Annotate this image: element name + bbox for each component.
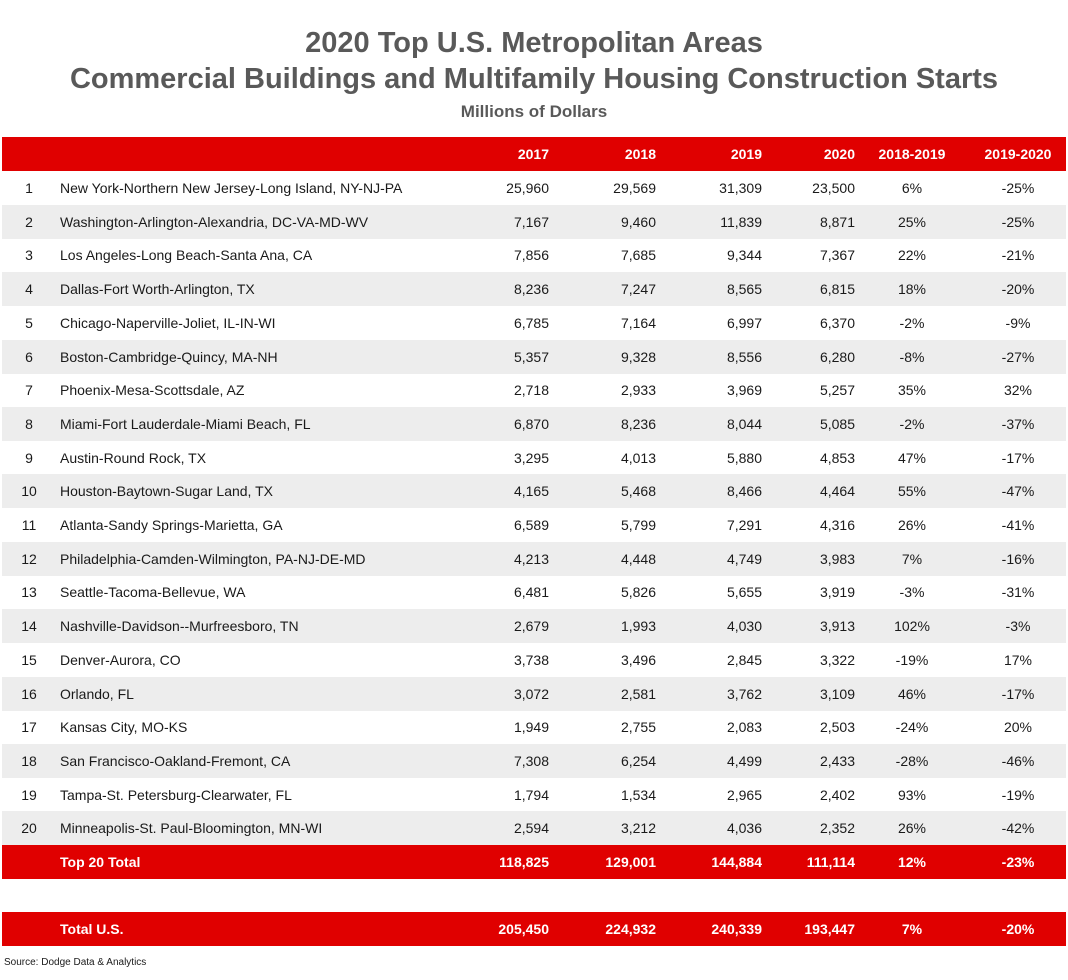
rank-cell: 19 — [21, 787, 37, 803]
value-2020: 3,983 — [819, 551, 855, 567]
page-title-line2: Commercial Buildings and Multifamily Housing Construction Starts — [69, 63, 999, 95]
header-2017: 2017 — [517, 146, 549, 162]
change-2019-2020: -41% — [1001, 517, 1035, 533]
value-2018: 3,212 — [620, 820, 656, 836]
change-2019-2020: -9% — [1005, 315, 1031, 331]
value-2018: 5,799 — [620, 517, 656, 533]
value-2018: 2,933 — [620, 382, 656, 398]
value-2019: 4,499 — [726, 753, 762, 769]
change-2018-2019: -3% — [899, 584, 925, 600]
change-2019-2020: 32% — [1003, 382, 1033, 398]
table-row — [2, 238, 1066, 272]
value-2018: 7,685 — [620, 247, 656, 263]
rank-cell: 17 — [21, 719, 37, 735]
value-2017: 25,960 — [506, 180, 549, 196]
value-2019: 3,969 — [726, 382, 762, 398]
value-2019: 4,749 — [726, 551, 762, 567]
value-2020: 2,402 — [819, 787, 855, 803]
value-2019: 5,880 — [726, 450, 762, 466]
value-2019: 2,083 — [726, 719, 762, 735]
value-2020: 5,085 — [819, 416, 855, 432]
change-2019-2020: -46% — [1001, 753, 1035, 769]
value-2019: 6,997 — [726, 315, 762, 331]
total-change-2018-2019: 12% — [897, 854, 927, 870]
table-row — [2, 542, 1066, 576]
us-total-row — [2, 912, 1066, 946]
value-2017: 4,165 — [513, 483, 549, 499]
value-2017: 3,295 — [513, 450, 549, 466]
value-2019: 8,044 — [726, 416, 762, 432]
value-2020: 2,503 — [819, 719, 855, 735]
value-2018: 1,534 — [620, 787, 656, 803]
header-2018: 2018 — [624, 146, 656, 162]
value-2020: 3,322 — [819, 652, 855, 668]
value-2017: 7,308 — [513, 753, 549, 769]
rank-cell: 6 — [25, 349, 33, 365]
value-2019: 11,839 — [720, 214, 762, 230]
value-2019: 31,309 — [719, 180, 762, 196]
table-row — [2, 171, 1066, 205]
value-2018: 5,468 — [620, 483, 656, 499]
value-2017: 3,738 — [513, 652, 549, 668]
change-2018-2019: 46% — [897, 686, 927, 702]
change-2018-2019: -19% — [895, 652, 929, 668]
header-change-2019-2020: 2019-2020 — [984, 146, 1052, 162]
change-2018-2019: 93% — [897, 787, 927, 803]
change-2018-2019: 102% — [894, 618, 930, 634]
value-2018: 29,569 — [613, 180, 656, 196]
change-2018-2019: 26% — [897, 517, 927, 533]
top20-total-row — [2, 845, 1066, 879]
source-note: Source: Dodge Data & Analytics — [4, 957, 147, 968]
metro-name: Austin-Round Rock, TX — [60, 450, 207, 466]
metro-name: Denver-Aurora, CO — [60, 652, 181, 668]
change-2019-2020: 17% — [1003, 652, 1033, 668]
value-2020: 3,913 — [819, 618, 855, 634]
value-2017: 7,856 — [513, 247, 549, 263]
value-2019: 8,556 — [726, 349, 762, 365]
change-2018-2019: 6% — [901, 180, 923, 196]
value-2017: 6,481 — [513, 584, 549, 600]
us-total-change-2019-2020: -20% — [1001, 921, 1035, 937]
value-2018: 2,581 — [620, 686, 656, 702]
value-2018: 5,826 — [620, 584, 656, 600]
table-row — [2, 306, 1066, 340]
us-total-2020: 193,447 — [804, 921, 855, 937]
change-2019-2020: -27% — [1001, 349, 1035, 365]
total-2019: 144,884 — [711, 854, 762, 870]
total-change-2019-2020: -23% — [1001, 854, 1035, 870]
metro-name: Miami-Fort Lauderdale-Miami Beach, FL — [60, 416, 311, 432]
rank-cell: 8 — [25, 416, 33, 432]
value-2017: 6,589 — [513, 517, 549, 533]
change-2019-2020: -21% — [1001, 247, 1035, 263]
metro-name: Boston-Cambridge-Quincy, MA-NH — [60, 349, 278, 365]
change-2019-2020: -17% — [1001, 450, 1035, 466]
metro-name: Nashville-Davidson--Murfreesboro, TN — [60, 618, 299, 634]
change-2018-2019: 22% — [897, 247, 927, 263]
metro-name: Minneapolis-St. Paul-Bloomington, MN-WI — [60, 820, 323, 836]
value-2020: 7,367 — [819, 247, 855, 263]
change-2018-2019: 26% — [897, 820, 927, 836]
rank-cell: 20 — [21, 820, 37, 836]
value-2017: 3,072 — [513, 686, 549, 702]
table-row — [2, 609, 1066, 643]
total-label: Top 20 Total — [60, 854, 141, 870]
value-2020: 4,464 — [819, 483, 855, 499]
rank-cell: 5 — [25, 315, 33, 331]
value-2018: 9,328 — [620, 349, 656, 365]
change-2018-2019: 47% — [897, 450, 927, 466]
change-2019-2020: -17% — [1001, 686, 1035, 702]
value-2017: 2,594 — [513, 820, 549, 836]
change-2019-2020: -42% — [1001, 820, 1035, 836]
value-2018: 3,496 — [620, 652, 656, 668]
value-2019: 8,565 — [726, 281, 762, 297]
value-2020: 4,853 — [819, 450, 855, 466]
metro-name: Dallas-Fort Worth-Arlington, TX — [60, 281, 255, 297]
change-2019-2020: -47% — [1001, 483, 1035, 499]
value-2020: 8,871 — [819, 214, 855, 230]
change-2018-2019: 25% — [897, 214, 927, 230]
change-2018-2019: 18% — [897, 281, 927, 297]
change-2018-2019: -24% — [895, 719, 929, 735]
value-2020: 5,257 — [819, 382, 855, 398]
value-2020: 6,370 — [819, 315, 855, 331]
value-2020: 3,919 — [819, 584, 855, 600]
value-2018: 2,755 — [620, 719, 656, 735]
metro-name: Seattle-Tacoma-Bellevue, WA — [60, 584, 246, 600]
value-2020: 3,109 — [819, 686, 855, 702]
rank-cell: 4 — [25, 281, 33, 297]
table-row — [2, 643, 1066, 677]
value-2018: 4,013 — [620, 450, 656, 466]
table-row — [2, 441, 1066, 475]
value-2020: 4,316 — [819, 517, 855, 533]
metro-name: New York-Northern New Jersey-Long Island, NY-NJ-PA — [60, 180, 403, 196]
header-2019: 2019 — [730, 146, 762, 162]
change-2018-2019: -2% — [899, 315, 925, 331]
rank-cell: 12 — [21, 551, 37, 567]
value-2019: 7,291 — [726, 517, 762, 533]
value-2019: 4,030 — [726, 618, 762, 634]
value-2018: 7,247 — [620, 281, 656, 297]
change-2018-2019: 35% — [897, 382, 927, 398]
change-2019-2020: -25% — [1001, 214, 1035, 230]
table-row — [2, 811, 1066, 845]
table-row — [2, 340, 1066, 374]
table-row — [2, 373, 1066, 407]
us-total-label: Total U.S. — [60, 921, 124, 937]
rank-cell: 7 — [25, 382, 33, 398]
change-2019-2020: -25% — [1001, 180, 1035, 196]
header-2020: 2020 — [823, 146, 855, 162]
value-2019: 3,762 — [726, 686, 762, 702]
value-2019: 4,036 — [726, 820, 762, 836]
rank-cell: 10 — [21, 483, 37, 499]
table-row — [2, 744, 1066, 778]
table-row — [2, 778, 1066, 812]
header-change-2018-2019: 2018-2019 — [878, 146, 946, 162]
rank-cell: 11 — [21, 517, 37, 533]
value-2017: 8,236 — [513, 281, 549, 297]
value-2017: 1,794 — [513, 787, 549, 803]
value-2019: 8,466 — [726, 483, 762, 499]
metro-name: Atlanta-Sandy Springs-Marietta, GA — [60, 517, 283, 533]
rank-cell: 13 — [21, 584, 37, 600]
value-2017: 6,870 — [513, 416, 549, 432]
table-row — [2, 272, 1066, 306]
rank-cell: 18 — [21, 753, 37, 769]
rank-cell: 15 — [21, 652, 37, 668]
table-row — [2, 710, 1066, 744]
value-2017: 5,357 — [513, 349, 549, 365]
change-2018-2019: -8% — [899, 349, 925, 365]
total-2020: 111,114 — [806, 854, 855, 870]
metro-name: Los Angeles-Long Beach-Santa Ana, CA — [60, 247, 313, 263]
rank-cell: 14 — [21, 618, 37, 634]
us-total-2019: 240,339 — [711, 921, 762, 937]
value-2020: 6,280 — [819, 349, 855, 365]
total-2017: 118,825 — [499, 854, 549, 870]
change-2019-2020: -31% — [1001, 584, 1035, 600]
table-row — [2, 508, 1066, 542]
us-total-change-2018-2019: 7% — [901, 921, 923, 937]
value-2018: 6,254 — [620, 753, 656, 769]
rank-cell: 3 — [25, 247, 33, 263]
value-2017: 1,949 — [513, 719, 549, 735]
change-2019-2020: -19% — [1001, 787, 1035, 803]
value-2020: 2,433 — [819, 753, 855, 769]
value-2019: 2,965 — [726, 787, 762, 803]
metro-name: Phoenix-Mesa-Scottsdale, AZ — [60, 382, 245, 398]
metro-name: San Francisco-Oakland-Fremont, CA — [60, 753, 291, 769]
change-2019-2020: 20% — [1003, 719, 1033, 735]
change-2019-2020: -3% — [1005, 618, 1031, 634]
metro-name: Orlando, FL — [60, 686, 134, 702]
metro-name: Washington-Arlington-Alexandria, DC-VA-MD-WV — [60, 214, 369, 230]
table-row — [2, 205, 1066, 239]
metro-name: Philadelphia-Camden-Wilmington, PA-NJ-DE-MD — [60, 551, 366, 567]
change-2018-2019: 7% — [901, 551, 923, 567]
rank-cell: 16 — [21, 686, 37, 702]
rank-cell: 9 — [25, 450, 33, 466]
change-2019-2020: -16% — [1001, 551, 1035, 567]
change-2018-2019: -28% — [895, 753, 929, 769]
rank-cell: 1 — [25, 180, 33, 196]
value-2020: 6,815 — [819, 281, 855, 297]
value-2018: 4,448 — [620, 551, 656, 567]
value-2017: 7,167 — [513, 214, 549, 230]
table-row — [2, 677, 1066, 711]
change-2018-2019: 55% — [897, 483, 927, 499]
value-2017: 4,213 — [513, 551, 549, 567]
value-2018: 8,236 — [620, 416, 656, 432]
value-2018: 9,460 — [620, 214, 656, 230]
change-2019-2020: -20% — [1001, 281, 1035, 297]
rank-cell: 2 — [25, 214, 33, 230]
value-2019: 5,655 — [726, 584, 762, 600]
value-2019: 9,344 — [726, 247, 762, 263]
page-title: 2020 Top U.S. Metropolitan Areas — [305, 27, 763, 59]
us-total-2017: 205,450 — [498, 921, 549, 937]
value-2018: 7,164 — [620, 315, 656, 331]
value-2019: 2,845 — [726, 652, 762, 668]
value-2017: 6,785 — [513, 315, 549, 331]
metro-name: Tampa-St. Petersburg-Clearwater, FL — [60, 787, 292, 803]
metro-name: Kansas City, MO-KS — [60, 719, 188, 735]
metro-name: Chicago-Naperville-Joliet, IL-IN-WI — [60, 315, 276, 331]
us-total-2018: 224,932 — [605, 921, 656, 937]
table-row — [2, 407, 1066, 441]
value-2017: 2,718 — [513, 382, 549, 398]
page-subtitle: Millions of Dollars — [460, 102, 608, 121]
change-2018-2019: -2% — [899, 416, 925, 432]
table-header-row — [2, 137, 1066, 171]
value-2018: 1,993 — [620, 618, 656, 634]
metro-name: Houston-Baytown-Sugar Land, TX — [60, 483, 273, 499]
table-row — [2, 474, 1066, 508]
table-row — [2, 575, 1066, 609]
total-2018: 129,001 — [605, 854, 656, 870]
value-2020: 23,500 — [812, 180, 855, 196]
value-2017: 2,679 — [513, 618, 549, 634]
change-2019-2020: -37% — [1001, 416, 1035, 432]
value-2020: 2,352 — [819, 820, 855, 836]
